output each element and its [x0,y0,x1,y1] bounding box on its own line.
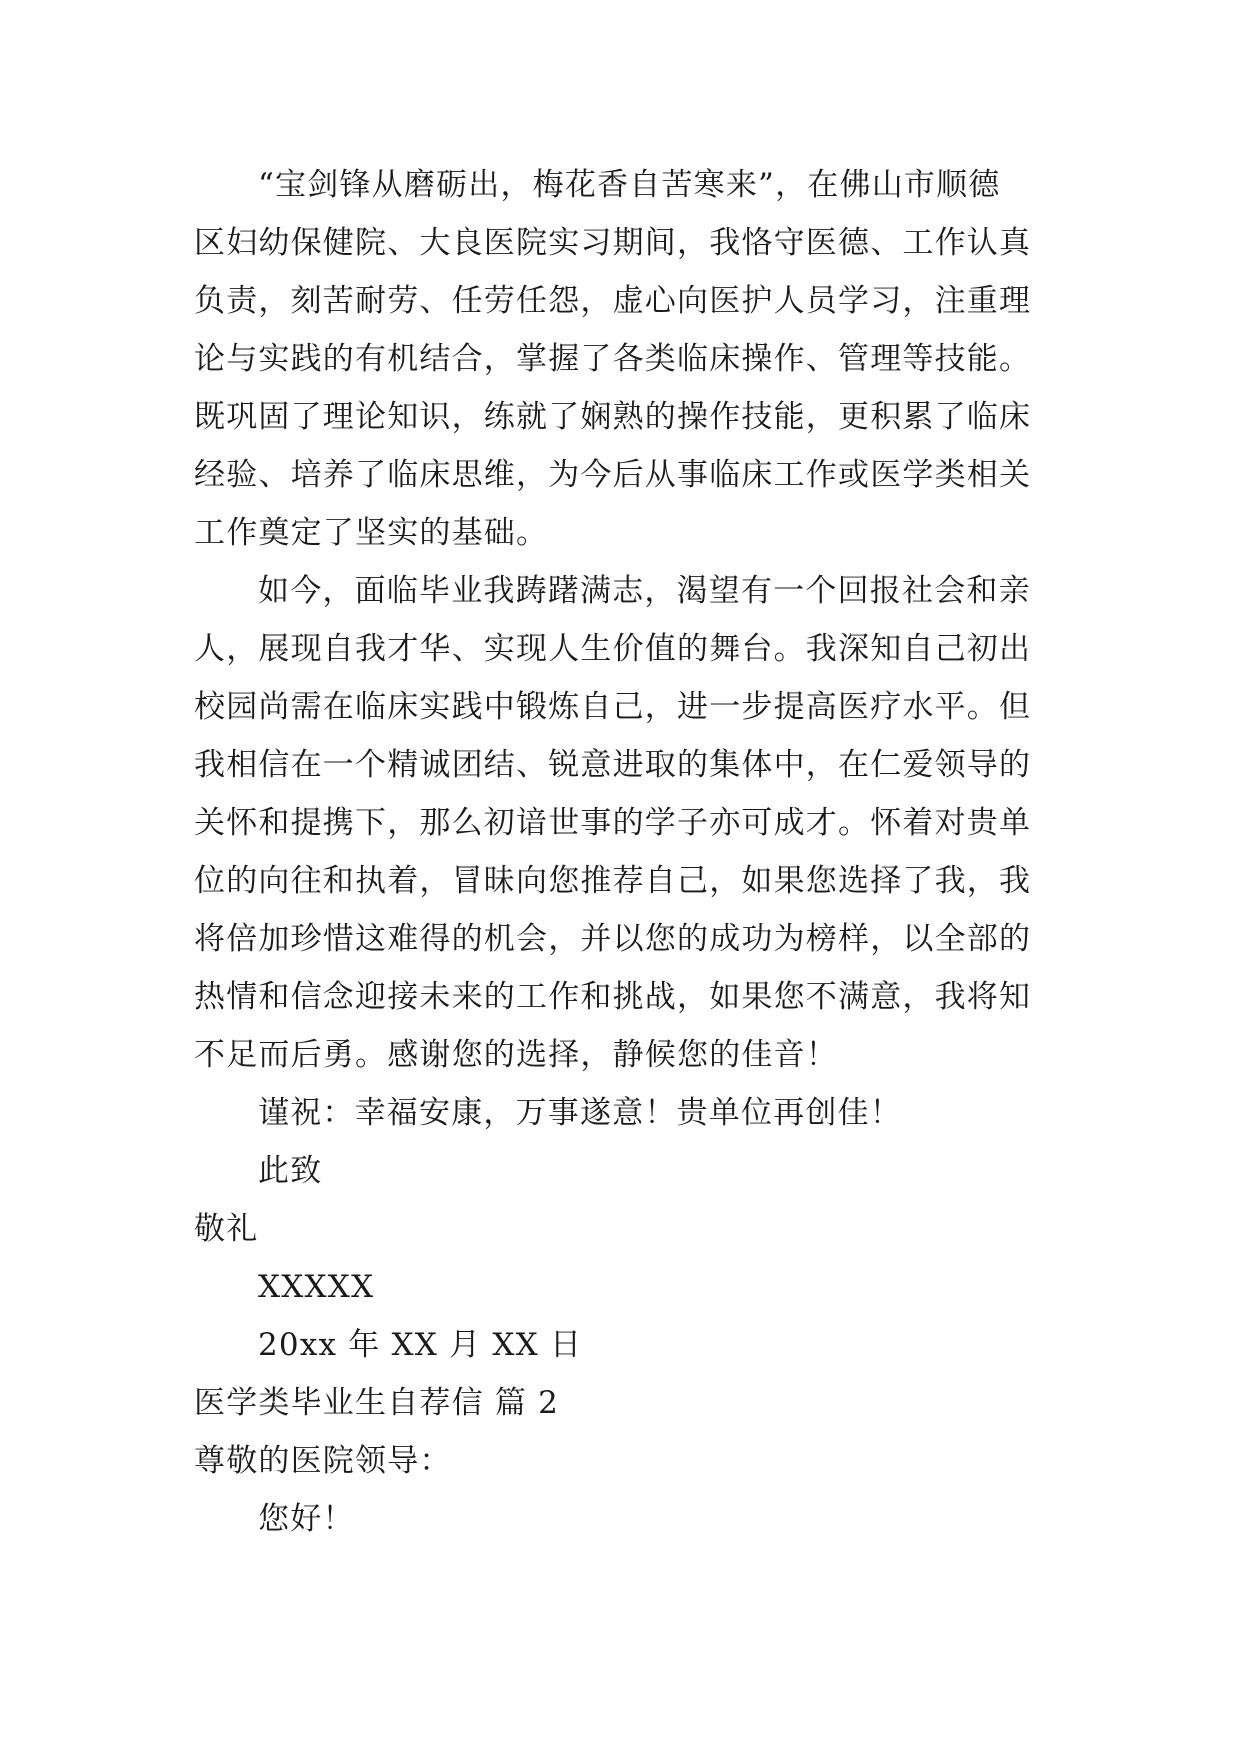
paragraph-2-line: 不足而后勇。感谢您的选择，静候您的佳音！ [194,1037,838,1073]
paragraph-1-line: 工作奠定了坚实的基础。 [194,515,549,551]
paragraph-2-line: 热情和信念迎接未来的工作和挑战，如果您不满意，我将知 [194,979,1032,1015]
paragraph-2-line: 将倍加珍惜这难得的机会，并以您的成功为榜样，以全部的 [194,921,1032,957]
paragraph-1-line: 负责，刻苦耐劳、任劳任怨，虚心向医护人员学习，注重理 [194,283,1032,319]
paragraph-1-line: 经验、培养了临床思维，为今后从事临床工作或医学类相关 [194,457,1032,493]
closing-jing-li: 敬礼 [194,1211,259,1247]
salutation: 尊敬的医院领导： [194,1443,452,1479]
section-title: 医学类毕业生自荐信 篇 2 [194,1385,560,1421]
paragraph-2-line: 位的向往和执着，冒昧向您推荐自己，如果您选择了我，我 [194,863,1032,899]
paragraph-1-line: 区妇幼保健院、大良医院实习期间，我恪守医德、工作认真 [194,225,1032,261]
paragraph-2-line: 人，展现自我才华、实现人生价值的舞台。我深知自己初出 [194,631,1032,667]
paragraph-2-line: 校园尚需在临床实践中锻炼自己，进一步提高医疗水平。但 [194,689,1032,725]
paragraph-2-line: 如今，面临毕业我踌躇满志，渴望有一个回报社会和亲 [258,573,1031,609]
wishes-line: 谨祝：幸福安康，万事遂意！贵单位再创佳！ [258,1095,902,1131]
date-line: 20xx 年 XX 月 XX 日 [258,1327,583,1363]
greeting: 您好！ [258,1501,355,1537]
paragraph-2-line: 关怀和提携下，那么初谙世事的学子亦可成才。怀着对贵单 [194,805,1032,841]
signature: XXXXX [258,1269,375,1305]
paragraph-1-line: 论与实践的有机结合，掌握了各类临床操作、管理等技能。 [194,341,1032,377]
closing-ci-zhi: 此致 [258,1153,323,1189]
paragraph-2-line: 我相信在一个精诚团结、锐意进取的集体中，在仁爱领导的 [194,747,1032,783]
paragraph-1-line: 既巩固了理论知识，练就了娴熟的操作技能，更积累了临床 [194,399,1032,435]
paragraph-1-line: “宝剑锋从磨砺出，梅花香自苦寒来”，在佛山市顺德 [258,167,1001,203]
